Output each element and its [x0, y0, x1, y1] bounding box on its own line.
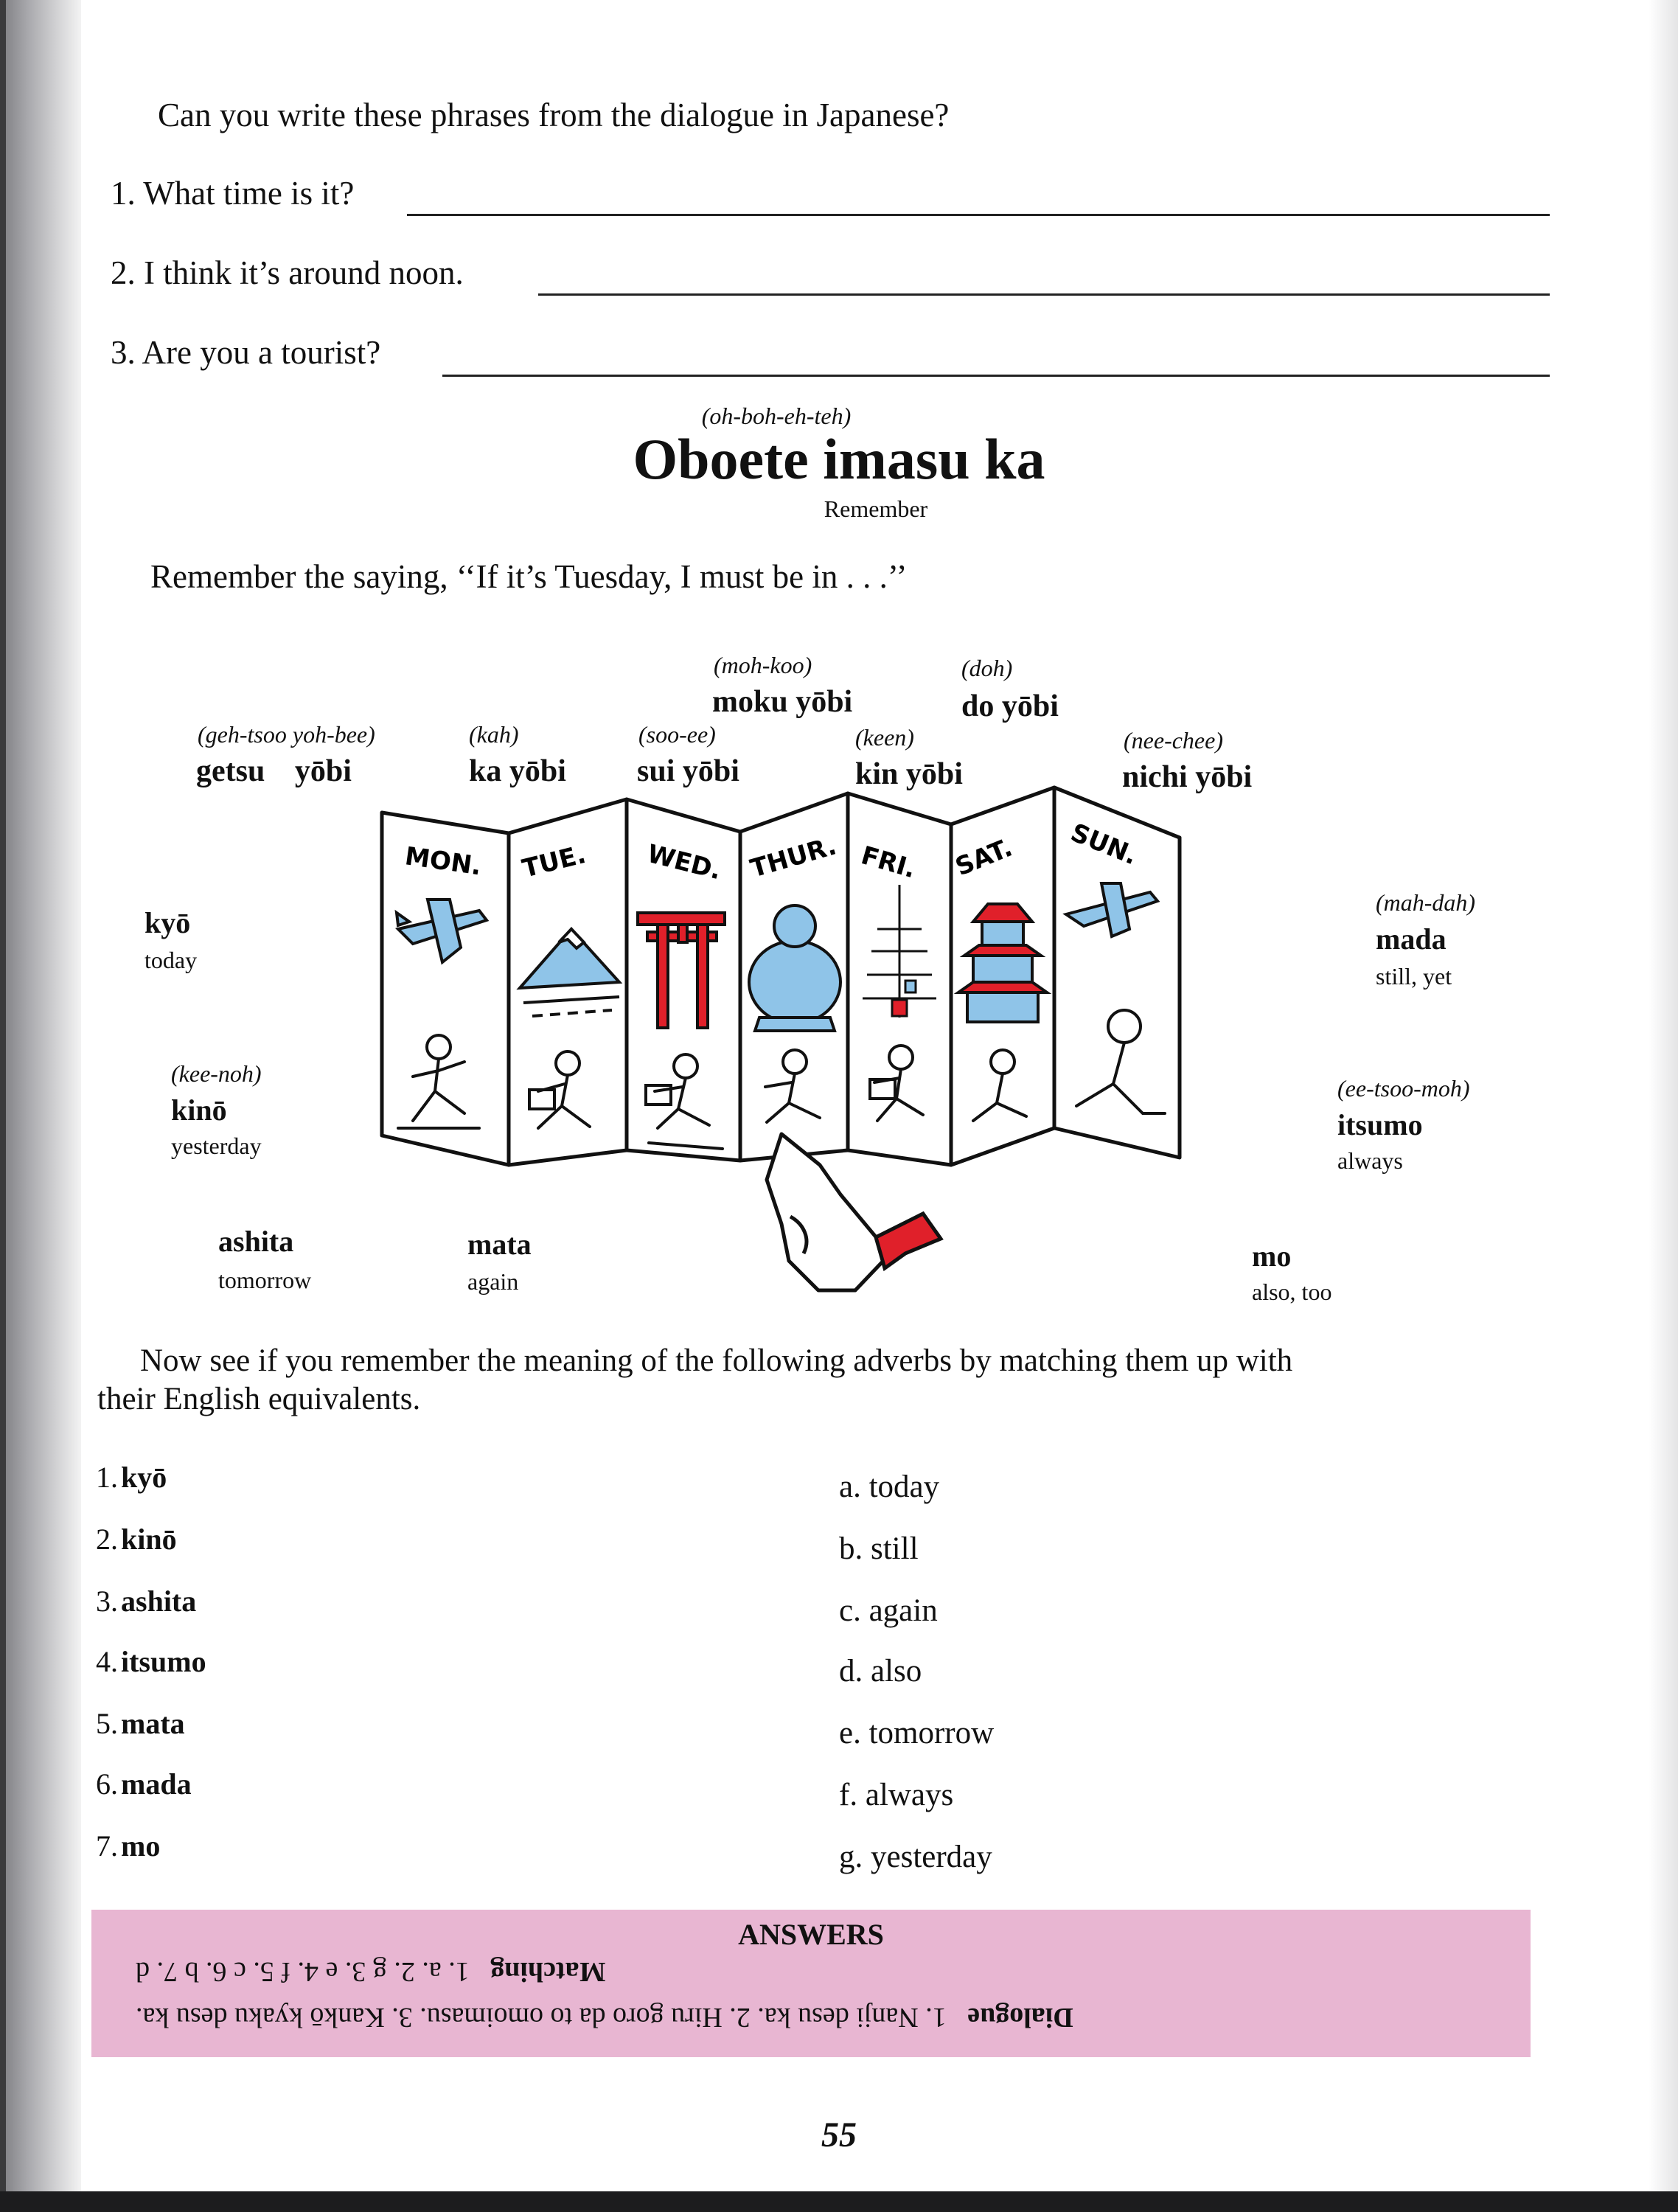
section-title: Oboete imasu ka	[633, 427, 1045, 491]
section-subtitle: Remember	[824, 495, 928, 522]
question-text: Are you a tourist?	[142, 334, 381, 371]
match-right-d	[839, 1653, 922, 1689]
question-text: I think it’s around noon.	[144, 254, 464, 291]
question-3	[111, 333, 380, 372]
vocab-word-itsumo: itsumo	[1337, 1108, 1423, 1141]
question-text: What time is it?	[143, 175, 355, 212]
match-left-3	[96, 1584, 196, 1618]
match-letter: f.	[839, 1778, 858, 1812]
match-left-6	[96, 1767, 192, 1801]
answers-matching	[136, 1955, 1522, 1988]
match-right-b	[839, 1531, 919, 1567]
day-pron-kin: (keen)	[855, 724, 914, 751]
day-moku: moku yōbi	[712, 685, 853, 719]
screen-label-sun: SUN.	[1066, 818, 1142, 872]
match-option: today	[868, 1470, 940, 1504]
answers-title: ANSWERS	[738, 1918, 884, 1951]
match-left-2	[96, 1522, 177, 1557]
page-number: 55	[821, 2115, 857, 2154]
day-pron-ka: (kah)	[469, 721, 519, 748]
match-letter: d.	[839, 1654, 863, 1688]
match-word: mata	[121, 1707, 185, 1740]
vocab-word-kino: kinō	[171, 1093, 227, 1127]
vocab-pron-kino: (kee-noh)	[171, 1060, 262, 1087]
match-number: 3.	[96, 1585, 118, 1618]
match-option: again	[868, 1593, 938, 1628]
day-kin: kin yōbi	[855, 757, 963, 791]
vocab-word-kyo: kyō	[145, 906, 191, 939]
match-letter: b.	[839, 1531, 863, 1566]
vocab-word-mata: mata	[467, 1228, 532, 1261]
match-letter: g.	[839, 1840, 863, 1874]
match-number: 5.	[96, 1707, 118, 1740]
instructions-line-1: Now see if you remember the meaning of the following adverbs by matching them up with	[140, 1343, 1293, 1378]
screen-label-thur: THUR.	[747, 831, 840, 884]
match-word: mo	[121, 1829, 161, 1863]
question-1	[111, 174, 354, 212]
screen-label-fri: FRI.	[857, 841, 919, 885]
match-option: yesterday	[871, 1840, 992, 1874]
day-pron-getsu: (geh-tsoo yoh-bee)	[198, 721, 375, 748]
answer-blank-3[interactable]	[442, 375, 1550, 377]
answers-matching-text: 1. a. 2. g 3. e 4. f 5. c 6. b 7. d	[136, 1956, 470, 1987]
vocab-gloss-kyo: today	[145, 947, 198, 973]
vocab-word-mada: mada	[1376, 922, 1447, 956]
day-nichi: nichi yōbi	[1122, 760, 1253, 794]
match-left-7	[96, 1829, 160, 1863]
answers-matching-label: Matching	[490, 1956, 606, 1987]
vocab-gloss-mada: still, yet	[1376, 963, 1452, 990]
match-number: 1.	[96, 1461, 118, 1494]
match-letter: e.	[839, 1716, 861, 1750]
match-left-4	[96, 1644, 206, 1679]
match-number: 2.	[96, 1523, 118, 1556]
answer-blank-2[interactable]	[538, 293, 1550, 296]
vocab-pron-mada: (mah-dah)	[1376, 889, 1476, 916]
question-number: 1.	[111, 175, 136, 212]
match-right-g	[839, 1839, 992, 1875]
screen-label-sat: SAT.	[951, 832, 1017, 883]
match-number: 6.	[96, 1767, 118, 1801]
answers-dialogue-label: Dialogue	[967, 2002, 1073, 2033]
match-option: still	[871, 1531, 919, 1566]
instructions-line-2: their English equivalents.	[97, 1382, 421, 1416]
day-pron-moku: (moh-koo)	[714, 652, 812, 678]
matching-instructions	[97, 1342, 1513, 1419]
match-letter: c.	[839, 1593, 861, 1628]
day-do: do yōbi	[961, 689, 1059, 723]
questions-intro: Can you write these phrases from the dialogue in Japanese?	[158, 97, 950, 133]
vocab-gloss-mata: again	[467, 1268, 519, 1295]
page-edge-shadow	[1649, 0, 1678, 2212]
day-pron-do: (doh)	[961, 655, 1013, 681]
match-word: itsumo	[121, 1645, 206, 1678]
match-option: always	[865, 1778, 954, 1812]
book-spine-edge	[0, 0, 6, 2212]
day-getsu: getsu yōbi	[196, 754, 352, 788]
match-option: tomorrow	[868, 1716, 995, 1750]
pointing-hand-icon	[767, 1134, 885, 1290]
match-option: also	[871, 1654, 922, 1688]
castle-icon	[958, 904, 1047, 1022]
saying-text: Remember the saying, ‘‘If it’s Tuesday, I must be in . . .’’	[150, 558, 908, 595]
match-letter: a.	[839, 1470, 861, 1504]
day-sui: sui yōbi	[637, 754, 739, 788]
answer-blank-1[interactable]	[407, 214, 1550, 216]
vocab-gloss-ashita: tomorrow	[218, 1267, 312, 1293]
vocab-gloss-mo: also, too	[1252, 1279, 1332, 1305]
vocab-pron-itsumo: (ee-tsoo-moh)	[1337, 1075, 1470, 1102]
vocab-word-mo: mo	[1252, 1239, 1292, 1273]
day-pron-nichi: (nee-chee)	[1124, 727, 1223, 754]
match-word: kyō	[121, 1461, 167, 1494]
match-left-1	[96, 1460, 167, 1495]
answers-box	[91, 1910, 1531, 2057]
vocab-gloss-itsumo: always	[1337, 1147, 1403, 1174]
match-right-f	[839, 1777, 953, 1813]
match-right-c	[839, 1593, 938, 1629]
question-number: 2.	[111, 254, 136, 291]
screen-label-wed: WED.	[644, 838, 725, 886]
screen-label-mon: MON.	[403, 841, 484, 882]
match-word: ashita	[121, 1585, 197, 1618]
scan-bottom-edge	[0, 2191, 1678, 2212]
day-ka: ka yōbi	[469, 754, 566, 788]
match-word: mada	[121, 1767, 192, 1801]
book-spine-shadow	[0, 0, 81, 2212]
section-pronunciation: (oh-boh-eh-teh)	[701, 403, 852, 429]
screen-label-tue: TUE.	[519, 839, 589, 884]
match-right-e	[839, 1715, 994, 1751]
answers-dialogue	[136, 2001, 1522, 2034]
day-pron-sui: (soo-ee)	[638, 721, 716, 748]
match-right-a	[839, 1469, 939, 1505]
vocab-word-ashita: ashita	[218, 1225, 294, 1258]
answers-dialogue-text: 1. Nanji desu ka. 2. Hiru goro da to omoimasu. 3. Kankō kyaku desu ka.	[136, 2002, 947, 2033]
question-number: 3.	[111, 334, 136, 371]
match-left-5	[96, 1706, 185, 1741]
question-2	[111, 254, 464, 292]
red-cuff-icon	[876, 1214, 941, 1268]
match-word: kinō	[121, 1523, 177, 1556]
match-number: 7.	[96, 1829, 118, 1863]
vocab-gloss-kino: yesterday	[171, 1133, 262, 1159]
match-number: 4.	[96, 1645, 118, 1678]
